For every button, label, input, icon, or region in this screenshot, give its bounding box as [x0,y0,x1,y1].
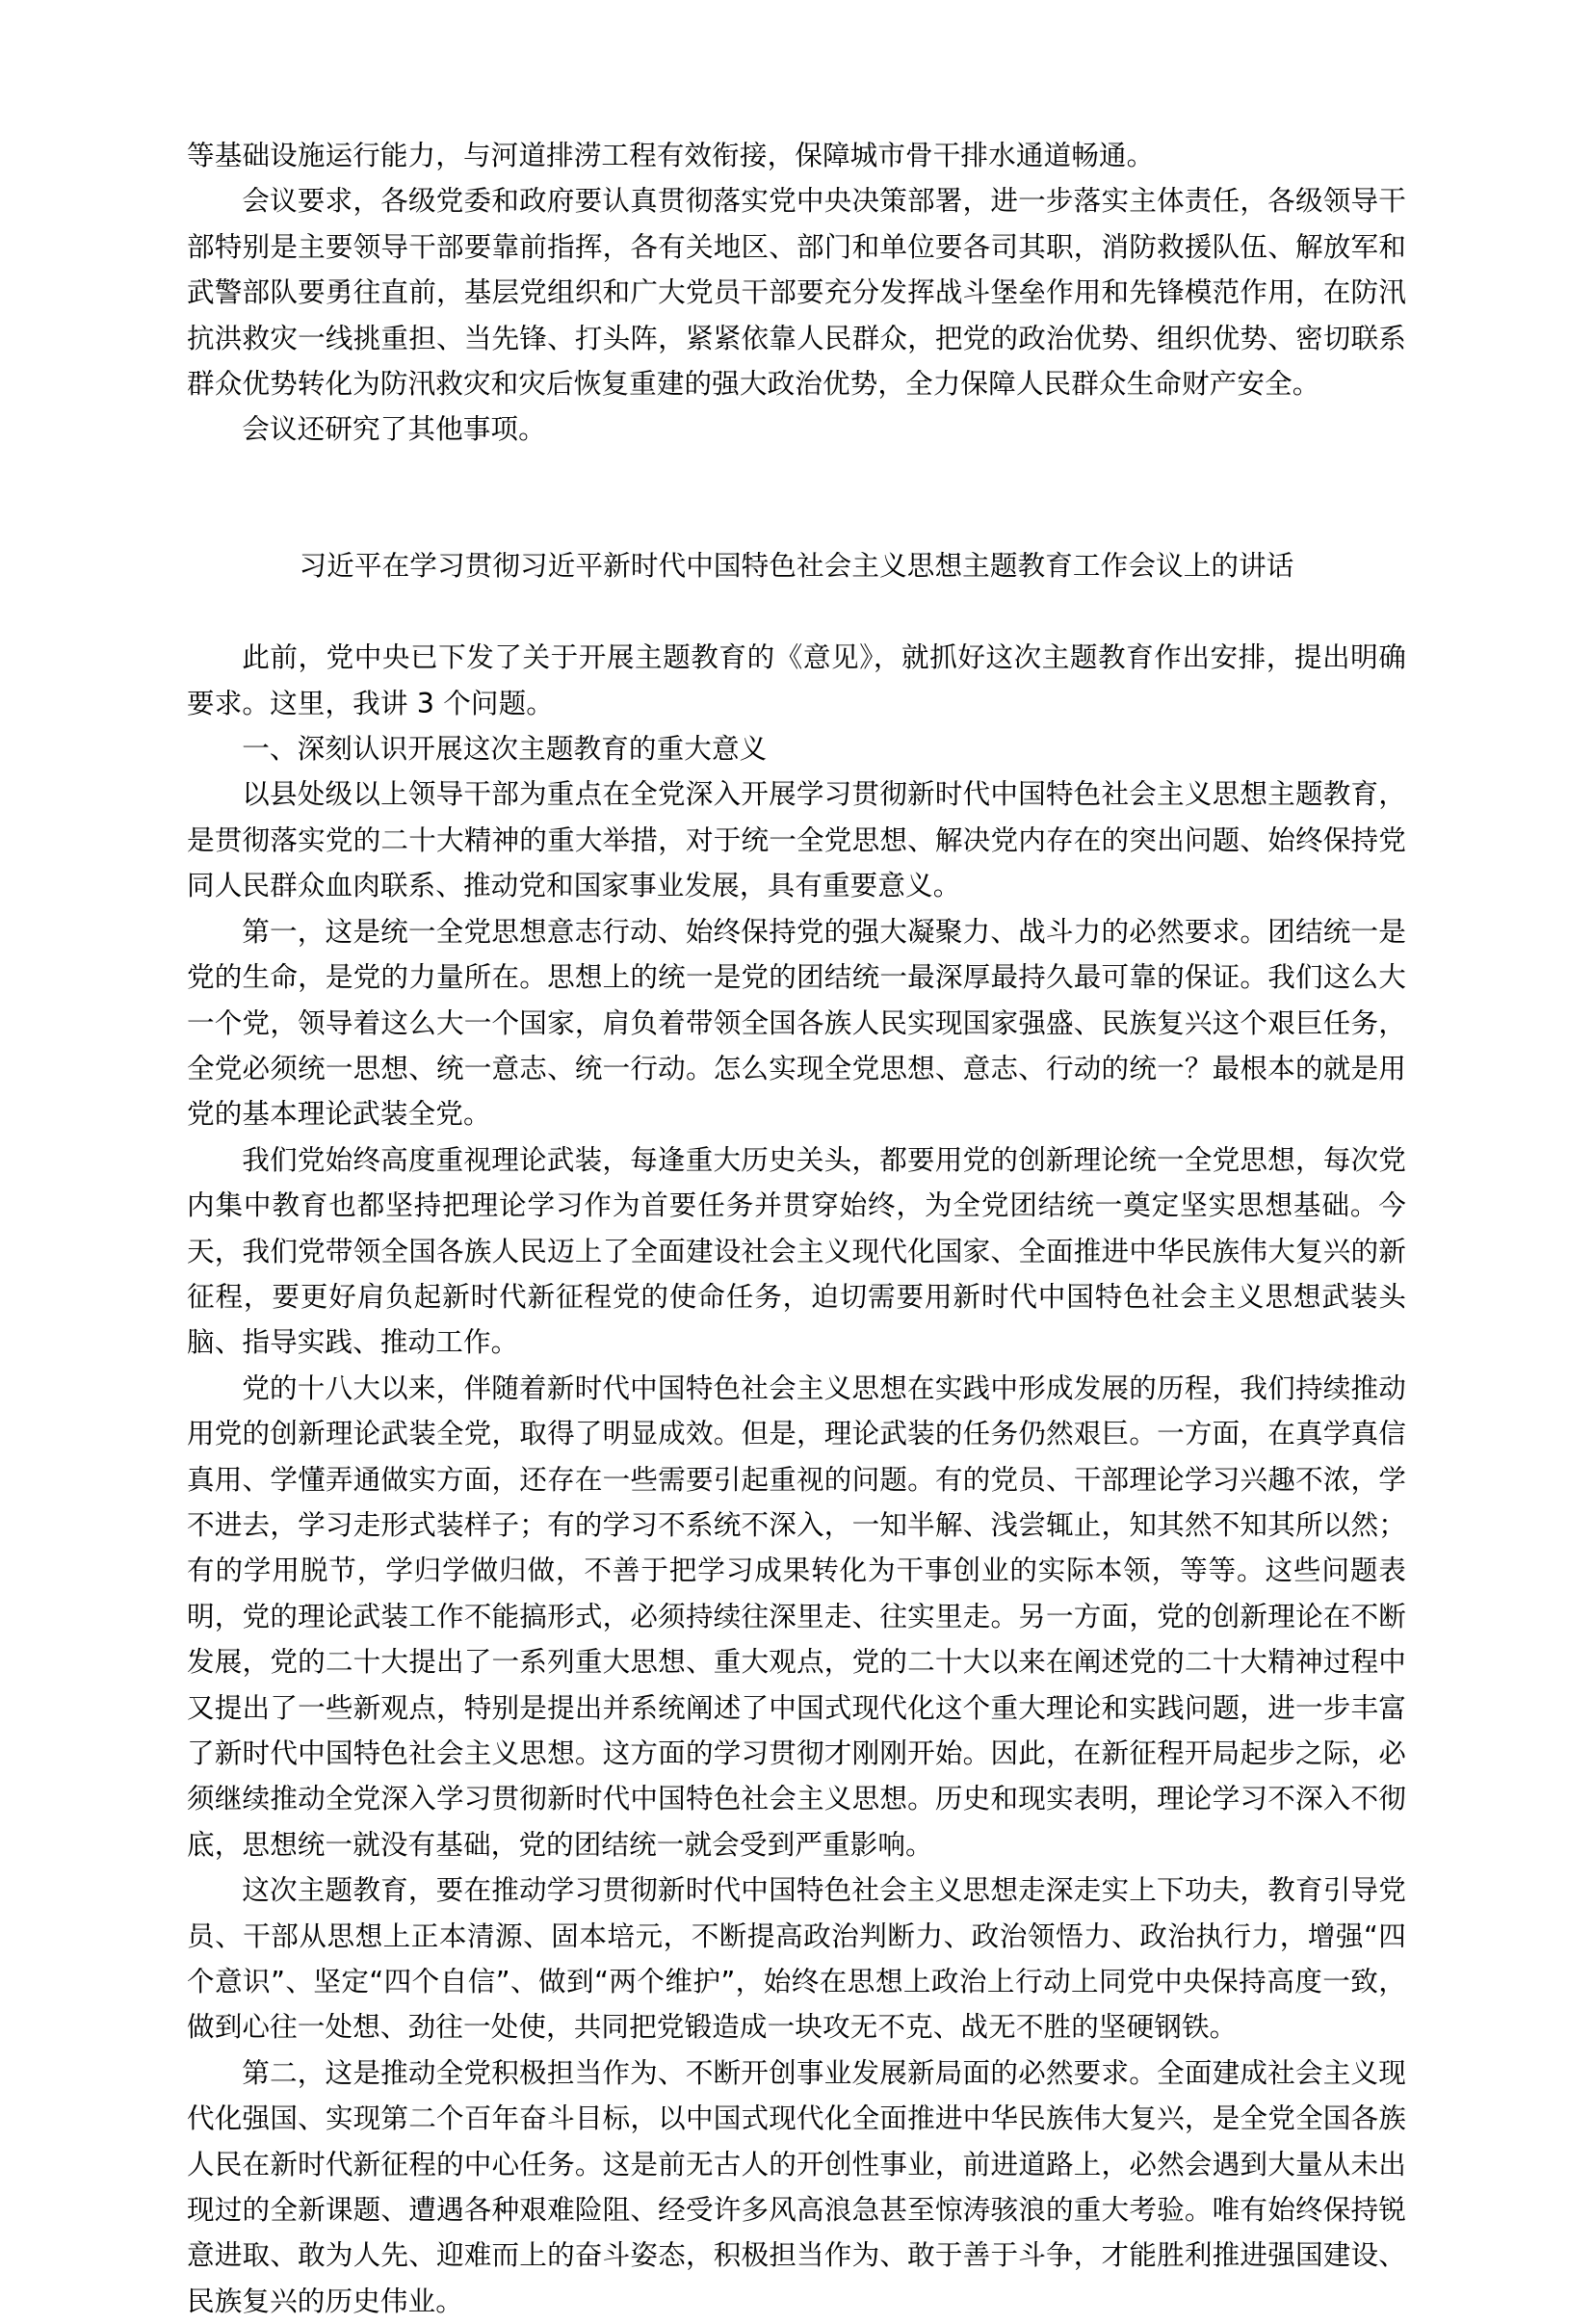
paragraph-theory-armament: 我们党始终高度重视理论武装，每逢重大历史关头，都要用党的创新理论统一全党思想，每次党内集中教育也都坚持把理论学习作为首要任务并贯穿始终，为全党团结统一奠定坚实思想基础。今天，我们党带领全国各族人民迈上了全面建设社会主义现代化国家、全面推进中华民族伟大复兴的新征程，要更好肩负起新时代新征程党的使命任务，迫切需要用新时代中国特色社会主义思想武装头脑、指导实践、推动工作。 [187,1142,1406,1359]
paragraph-this-thematic-education: 这次主题教育，要在推动学习贯彻新时代中国特色社会主义思想走深走实上下功夫，教育引导党员、干部从思想上正本清源、固本培元，不断提高政治判断力、政治领悟力、政治执行力，增强“四个意识”、坚定“四个自信”、做到“两个维护”，始终在思想上政治上行动上同党中央保持高度一致，做到心往一处想、劲往一处使，共同把党锻造成一块攻无不克、战无不胜的坚硬钢铁。 [187,1873,1406,2044]
document-body [187,133,1406,2324]
title-spacer [187,588,1406,635]
paragraph-significance-intro: 以县处级以上领导干部为重点在全党深入开展学习贯彻新时代中国特色社会主义思想主题教育，是贯彻落实党的二十大精神的重大举措，对于统一全党思想、解决党内存在的突出问题、始终保持党同人民群众血肉联系、推动党和国家事业发展，具有重要意义。 [187,777,1406,902]
paragraph-meeting-requirements: 会议要求，各级党委和政府要认真贯彻落实党中央决策部署，进一步落实主体责任，各级领导干部特别是主要领导干部要靠前指挥，各有关地区、部门和单位要各司其职，消防救援队伍、解放军和武警部队要勇往直前，基层党组织和广大党员干部要充分发挥战斗堡垒作用和先锋模范作用，在防汛抗洪救灾一线挑重担、当先锋、打头阵，紧紧依靠人民群众，把党的政治优势、组织优势、密切联系群众优势转化为防汛救灾和灾后恢复重建的强大政治优势，全力保障人民群众生命财产安全。 [187,184,1406,401]
heading-section-one: 一、深刻认识开展这次主题教育的重大意义 [242,732,768,766]
paragraph-other-matters: 会议还研究了其他事项。 [242,412,546,446]
paragraph-preamble: 此前，党中央已下发了关于开展主题教育的《意见》，就抓好这次主题教育作出安排，提出明确要求。这里，我讲 3 个问题。 [187,640,1406,719]
paragraph-continuation: 等基础设施运行能力，与河道排涝工程有效衔接，保障城市骨干排水通道畅通。 [187,139,1155,171]
paragraph-point-first: 第一，这是统一全党思想意志行动、始终保持党的强大凝聚力、战斗力的必然要求。团结统一是党的生命，是党的力量所在。思想上的统一是党的团结统一最深厚最持久最可靠的保证。我们这么大一个党，领导着这么大一个国家，肩负着带领全国各族人民实现国家强盛、民族复兴这个艰巨任务，全党必须统一思想、统一意志、统一行动。怎么实现全党思想、意志、行动的统一？最根本的就是用党的基本理论武装全党。 [187,914,1406,1131]
speech-title: 习近平在学习贯彻习近平新时代中国特色社会主义思想主题教育工作会议上的讲话 [299,548,1294,582]
paragraph-since-18th-congress: 党的十八大以来，伴随着新时代中国特色社会主义思想在实践中形成发展的历程，我们持续推动用党的创新理论武装全党，取得了明显成效。但是，理论武装的任务仍然艰巨。一方面，在真学真信真用、学懂弄通做实方面，还存在一些需要引起重视的问题。有的党员、干部理论学习兴趣不浓，学不进去，学习走形式装样子；有的学习不系统不深入，一知半解、浅尝辄止，知其然不知其所以然；有的学用脱节，学归学做归做，不善于把学习成果转化为干事创业的实际本领，等等。这些问题表明，党的理论武装工作不能搞形式，必须持续往深里走、往实里走。另一方面，党的创新理论在不断发展，党的二十大提出了一系列重大思想、重大观点，党的二十大以来在阐述党的二十大精神过程中又提出了一些新观点，特别是提出并系统阐述了中国式现代化这个重大理论和实践问题，进一步丰富了新时代中国特色社会主义思想。这方面的学习贯彻才刚刚开始。因此，在新征程开局起步之际，必须继续推动全党深入学习贯彻新时代中国特色社会主义思想。历史和现实表明，理论学习不深入不彻底，思想统一就没有基础，党的团结统一就会受到严重影响。 [187,1371,1406,1861]
paragraph-point-second: 第二，这是推动全党积极担当作为、不断开创事业发展新局面的必然要求。全面建成社会主义现代化强国、实现第二个百年奋斗目标，以中国式现代化全面推进中华民族伟大复兴，是全党全国各族人民在新时代新征程的中心任务。这是前无古人的开创性事业，前进道路上，必然会遇到大量从未出现过的全新课题、遭遇各种艰难险阻、经受许多风高浪急甚至惊涛骇浪的重大考验。唯有始终保持锐意进取、敢为人先、迎难而上的奋斗姿态，积极担当作为、敢于善于斗争，才能胜利推进强国建设、民族复兴的历史伟业。 [187,2055,1406,2317]
section-spacer-top [187,453,1406,543]
